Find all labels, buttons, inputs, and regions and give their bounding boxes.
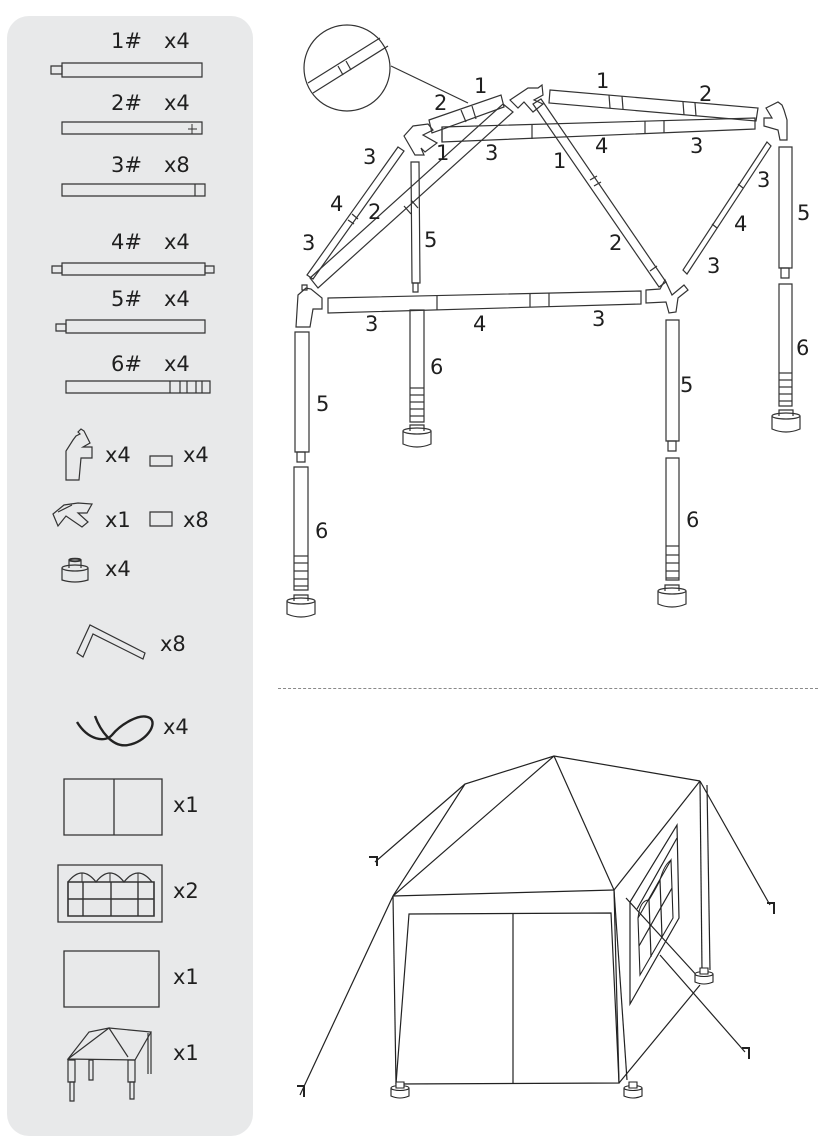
tube-1-qty: x4 — [164, 29, 190, 53]
label-front-beam-b: 4 — [473, 312, 487, 336]
label-front-beam-a: 3 — [365, 312, 379, 336]
label-roof-left-a: 2 — [434, 91, 448, 115]
label-back-left-leg-lower: 6 — [430, 355, 444, 379]
window-wall-panel-qty: x2 — [173, 879, 199, 903]
label-center-rafter-b: 2 — [609, 231, 623, 255]
label-front-beam-c: 3 — [592, 307, 606, 331]
tube-2-qty: x4 — [164, 91, 190, 115]
label-front-right-leg-lower: 6 — [686, 508, 700, 532]
label-back-beam-d: 3 — [690, 134, 704, 158]
label-back-beam-a: 1 — [436, 141, 450, 165]
guy-rope-qty: x4 — [163, 715, 189, 739]
door-wall-panel-qty: x1 — [173, 793, 199, 817]
label-back-right-leg-upper: 5 — [797, 201, 811, 225]
small-connector-qty: x4 — [183, 443, 209, 467]
tube-3-id: 3# — [111, 153, 142, 177]
peak-connector-qty: x1 — [105, 508, 131, 532]
label-front-left-leg-upper: 5 — [316, 392, 330, 416]
label-front-left-leg-lower: 6 — [315, 519, 329, 543]
mid-connector-qty: x8 — [183, 508, 209, 532]
label-right-brace-a: 3 — [757, 168, 771, 192]
roof-cover-qty: x1 — [173, 1041, 199, 1065]
label-back-beam-b: 3 — [485, 141, 499, 165]
label-back-beam-c: 4 — [595, 134, 609, 158]
tube-6-qty: x4 — [164, 352, 190, 376]
label-roof-right-a: 1 — [596, 69, 610, 93]
corner-connector-qty: x4 — [105, 443, 131, 467]
label-left-rafter: 2 — [368, 200, 382, 224]
plain-wall-panel-qty: x1 — [173, 965, 199, 989]
label-left-brace-b: 4 — [330, 192, 344, 216]
label-back-right-leg-lower: 6 — [796, 336, 810, 360]
label-right-brace-c: 3 — [707, 254, 721, 278]
tube-4-id: 4# — [111, 230, 142, 254]
tube-1-id: 1# — [111, 29, 142, 53]
label-back-left-leg-upper: 5 — [424, 228, 438, 252]
label-left-brace-a: 3 — [363, 145, 377, 169]
label-roof-left-b: 1 — [474, 74, 488, 98]
label-roof-right-b: 2 — [699, 82, 713, 106]
foot-base-qty: x4 — [105, 557, 131, 581]
tube-6-id: 6# — [111, 352, 142, 376]
label-front-right-leg-upper: 5 — [680, 373, 694, 397]
tube-5-id: 5# — [111, 287, 142, 311]
tube-5-qty: x4 — [164, 287, 190, 311]
label-left-brace-c: 3 — [302, 231, 316, 255]
label-center-rafter-a: 1 — [553, 149, 567, 173]
label-right-brace-b: 4 — [734, 212, 748, 236]
ground-peg-qty: x8 — [160, 632, 186, 656]
tube-2-id: 2# — [111, 91, 142, 115]
tube-4-qty: x4 — [164, 230, 190, 254]
tube-3-qty: x8 — [164, 153, 190, 177]
